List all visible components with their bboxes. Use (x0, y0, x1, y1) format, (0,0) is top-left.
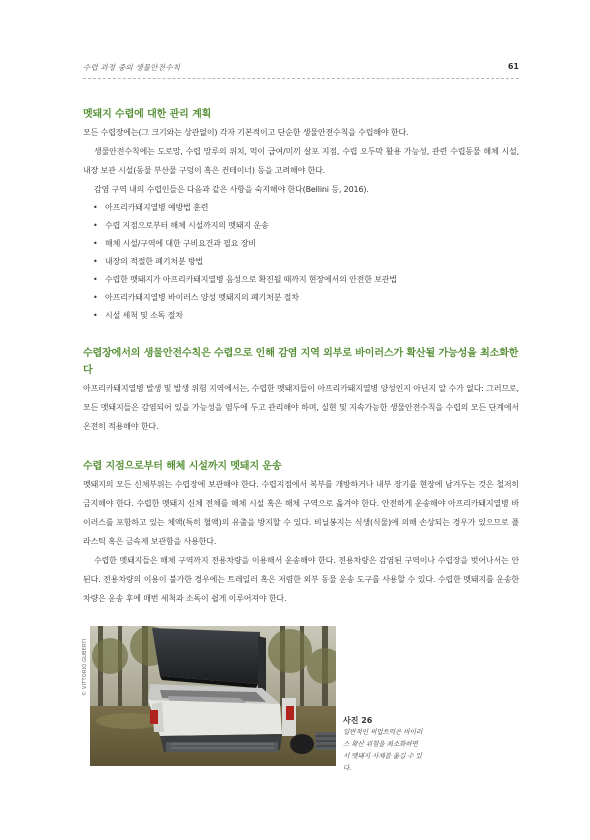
paragraph: 아프리카돼지열병 발생 및 발생 위험 지역에서는, 수렵한 멧돼지들이 아프리카돼지열병 양성인지 아닌지 알 수가 없다: 그러므로, 모든 멧돼지들은 감염되어 있을 가능성을 염두에 두고 관리해야 하며, 실현 및 지속가능한 생물안전수칙을 수렵의 모든 단계에서 온전히 적용해야 한다. (83, 384, 519, 431)
bullet-marker: • (93, 293, 98, 302)
pickup-truck-photo (90, 626, 336, 766)
page-body (83, 106, 519, 608)
bullet-list (83, 199, 519, 325)
paragraph: 수렵한 멧돼지들은 해체 구역까지 전용차량을 이용해서 운송해야 한다. 전용차량은 감염된 구역이나 수렵장을 벗어나서는 안 된다. 전용차량의 이용이 불가한 경우에는 트레일러 혹은 저렴한 외부 동물 운송 도구를 사용할 수 있다. 수렵한 멧돼지를 운송한 차량은 운송 후에 매번 세척과 소독이 쉽게 이루어져야 한다. (83, 556, 519, 603)
list-item: • 해체 시설/구역에 대한 구비요건과 필요 장비 (83, 235, 519, 253)
list-item: • 내장의 적절한 폐기처분 방법 (83, 253, 519, 271)
list-item: • 수렵 지점으로부터 해체 시설까지의 멧돼지 운송 (83, 217, 519, 235)
bullet-marker: • (93, 275, 98, 284)
header-divider (83, 78, 519, 79)
section-heading-hunting-plan: 멧돼지 수렵에 대한 관리 계획 (83, 109, 212, 120)
paragraph: 감염 구역 내의 수렵인들은 다음과 같은 사항을 숙지해야 한다(Bellini 등, 2016). (94, 185, 369, 194)
photo-credit: © VITTORIO GUBERTI (82, 638, 88, 696)
paragraph: 생물안전수칙에는 도로망, 수렵 망루의 위치, 먹이 급여/미끼 살포 지점, 수렵 오두막 활용 가능성, 관련 수렵동물 해체 시설, 내장 보관 시설(동물 부산물 구덩이 혹은 컨테이너) 등을 고려해야 한다. (83, 147, 519, 175)
figure (82, 626, 519, 772)
section-heading-biosafety: 수렵장에서의 생물안전수칙은 수렵으로 인해 감염 지역 외부로 바이러스가 확산될 가능성을 최소화한다 (83, 348, 519, 376)
header-title: 수렵 과정 중의 생물안전수칙 (83, 63, 181, 72)
bullet-marker: • (93, 221, 98, 230)
list-item: • 아프리카돼지열병 예방법 훈련 (83, 199, 519, 217)
paragraph: 멧돼지의 모든 신체부위는 수렵장에 보관해야 한다. 수렵지점에서 복부를 개방하거나 내부 장기를 현장에 남겨두는 것은 철저히 금지해야 한다. 수렵한 멧돼지 신체 전체를 해체 시설 혹은 해체 구역으로 옮겨야 한다. 안전하게 운송해야 아프리카돼지열병 바이러스를 포함하고 있는 체액(특히 혈액)의 유출을 방지할 수 있다. 비닐봉지는 식생(식물)에 의해 손상되는 경우가 있으므로 플라스틱 혹은 금속제 보관함을 사용한다. (83, 480, 519, 546)
bullet-marker: • (93, 257, 98, 266)
page-number: 61 (507, 62, 519, 71)
bullet-marker: • (93, 203, 98, 212)
list-item: • 수렵한 멧돼지가 아프리카돼지열병 음성으로 확진될 때까지 현장에서의 안전한 보관법 (83, 271, 519, 289)
paragraph: 모든 수렵장에는(그 크기와는 상관없이) 각자 기본적이고 단순한 생물안전수칙을 수립해야 한다. (83, 128, 409, 137)
list-item: • 아프리카돼지열병 바이러스 양성 멧돼지의 폐기처분 절차 (83, 289, 519, 307)
list-item: • 시설 세척 및 소독 절차 (83, 307, 519, 325)
running-header (83, 62, 519, 76)
bullet-marker: • (93, 239, 98, 248)
bullet-marker: • (93, 311, 98, 320)
section-heading-transport: 수렵 지점으로부터 해체 시설까지 멧돼지 운송 (83, 461, 282, 472)
caption-title: 사진 26 (343, 716, 373, 725)
caption-text: 일반적인 픽업트럭은 바이러스 확산 위험을 최소화하면서 멧돼지 사체를 옮길 수 있다. (343, 728, 423, 772)
figure-caption (343, 715, 423, 774)
